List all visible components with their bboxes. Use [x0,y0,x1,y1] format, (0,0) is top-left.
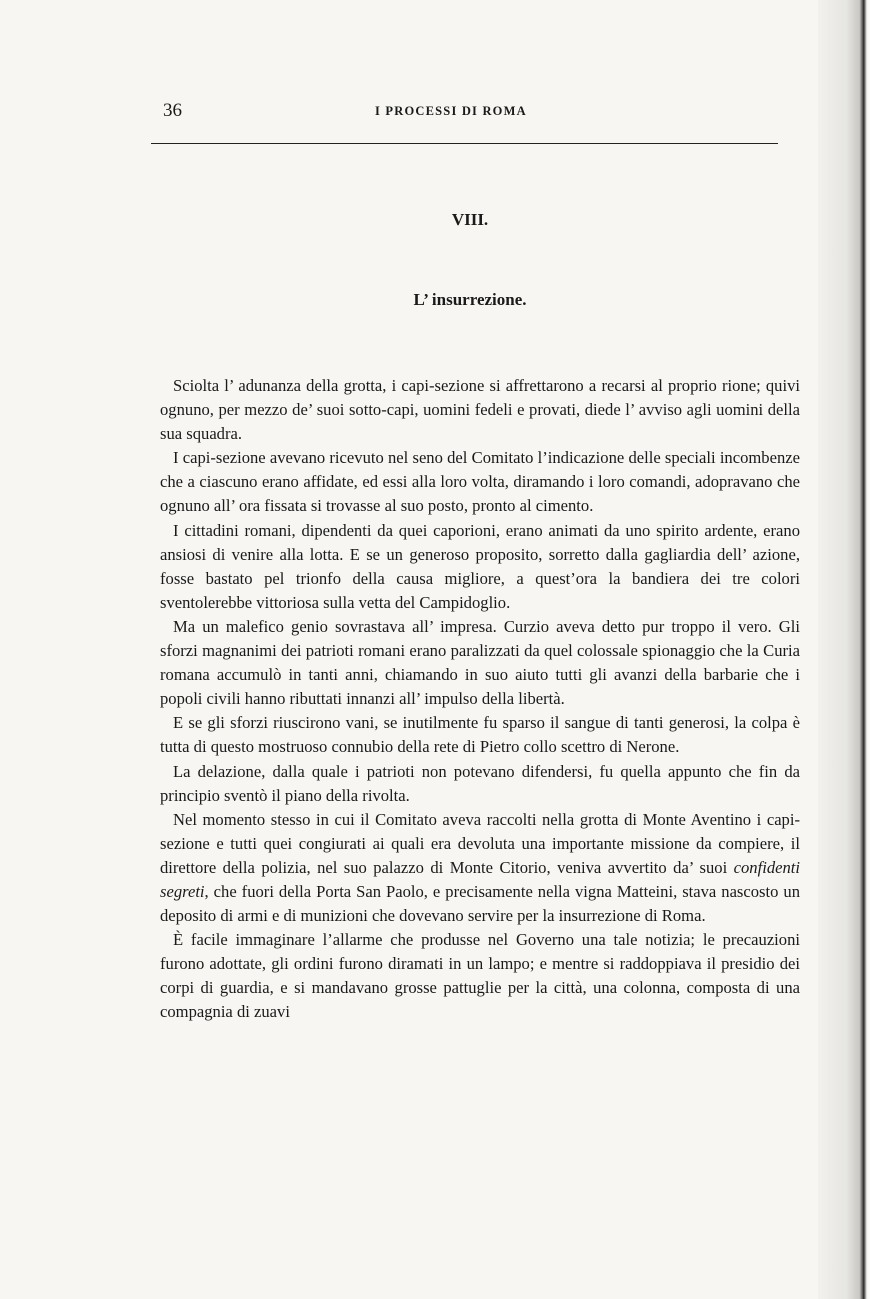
body-text [160,374,800,1025]
chapter-title: L’ insurrezione. [413,290,527,309]
running-title: I PROCESSI DI ROMA [375,104,527,118]
paragraph-text: Nel momento stesso in cui il Comitato aveva raccolti nella grotta di Monte Aventino i capi-sezione e tutti quei congiurati ai quali era devoluta una importante missione da compiere, il direttore della polizia, nel suo palazzo di Monte Citorio, veniva avvertito da’ suoi [160,809,800,877]
paragraph: È facile immaginare l’allarme che produsse nel Governo una tale notizia; le precauzioni furono adottate, gli ordini furono diramati in un lampo; e mentre si raddoppiava il presidio dei corpi di guardia, e si mandavano grosse pattuglie per la città, una colonna, composta di una compagnia di zuavi [160,930,800,1022]
paragraph [160,808,800,928]
chapter-number: VIII. [451,210,489,229]
paragraph: Sciolta l’ adunanza della grotta, i capi-sezione si affrettarono a recarsi al proprio rione; quivi ognuno, per mezzo de’ suoi sotto-capi, uomini fedeli e provati, diede l’ avviso agli uomini della sua squadra. [160,376,800,444]
page-binding-edge [818,0,870,1299]
header-rule [151,143,778,144]
paragraph: I cittadini romani, dipendenti da quei caporioni, erano animati da uno spirito ardente, erano ansiosi di venire alla lotta. E se un generoso proposito, sorretto dalla gagliardia dell’ azione, fosse bastato pel trionfo della causa migliore, a quest’ora la bandiera dei tre colori sventolerebbe vittoriosa sulla vetta del Campidoglio. [160,520,800,612]
running-header [153,100,778,126]
paragraph: La delazione, dalla quale i patrioti non potevano difendersi, fu quella appunto che fin da principio sventò il piano della rivolta. [160,761,800,805]
emphasized-phrase: confidenti segreti [160,857,800,901]
paragraph: I capi-sezione avevano ricevuto nel seno del Comitato l’indicazione delle speciali incombenze che a ciascuno erano affidate, ed essi alla loro volta, diramando i loro comandi, adopravano che ognuno all’ ora fissata si trovasse al suo posto, pronto al cimento. [160,448,800,516]
page-number: 36 [163,100,182,121]
paragraph-text: , che fuori della Porta San Paolo, e precisamente nella vigna Matteini, stava nascosto un deposito di armi e di munizioni che dovevano servire per la insurrezione di Roma. [160,881,800,926]
paragraph: Ma un malefico genio sovrastava all’ impresa. Curzio aveva detto pur troppo il vero. Gli sforzi magnanimi dei patrioti romani erano paralizzati da quel colossale spionaggio che la Curia romana accumulò in tanti anni, chiamando in suo aiuto tutti gli avanzi della barbarie che i popoli civili hanno ributtati innanzi all’ impulso della libertà. [160,616,800,709]
paragraph: E se gli sforzi riuscirono vani, se inutilmente fu sparso il sangue di tanti generosi, la colpa è tutta di questo mostruoso connubio della rete di Pietro collo scettro di Nerone. [160,713,800,757]
